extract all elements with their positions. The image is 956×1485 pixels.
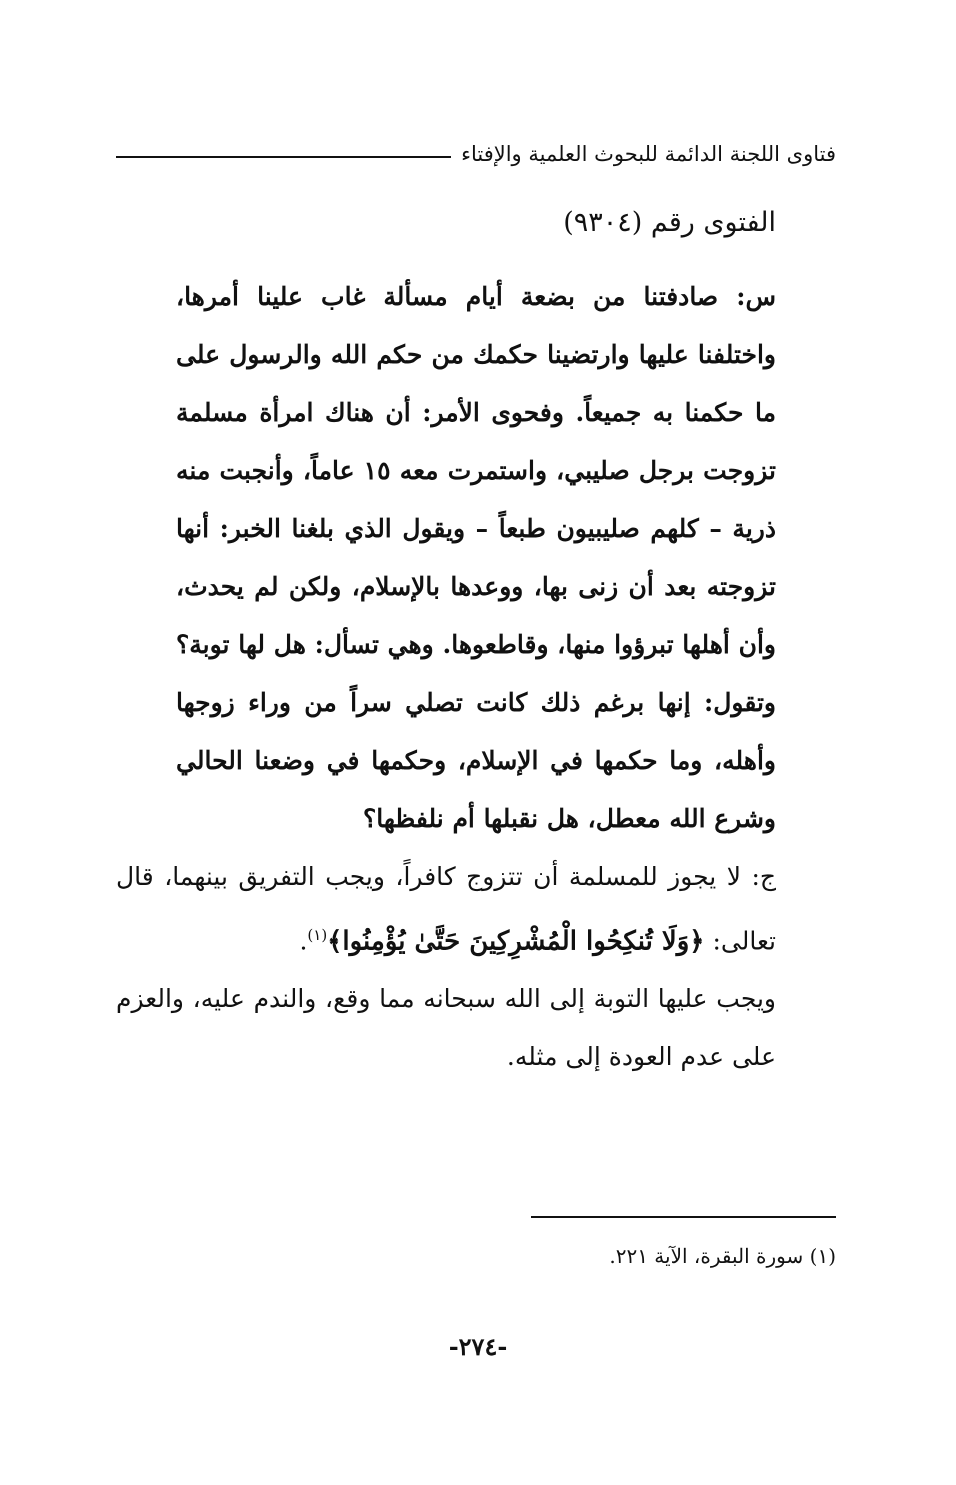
verse-intro: قال تعالى: [116,862,776,956]
quran-verse: ﴿وَلَا تُنكِحُوا الْمُشْرِكِينَ حَتَّىٰ يُؤْمِنُوا﴾ [327,926,705,957]
verse-end: . [299,926,308,956]
answer-paragraph-1 [116,848,836,970]
header-title: فتاوى اللجنة الدائمة للبحوث العلمية والإفتاء [461,142,836,166]
fatwa-number: الفتوى رقم (٩٣٠٤) [563,207,776,238]
question-text: س: صادفتنا من بضعة أيام مسألة غاب علينا أمرها، واختلفنا عليها وارتضينا حكمك من حكم الله والرسول على ما حكمنا به جميعاً. وفحوى الأمر: أن هناك امرأة مسلمة تزوجت برجل صليبي، واستمرت معه ١٥ عاماً، وأنجبت منه ذرية – كلهم صليبيون طبعاً – ويقول الذي بلغنا الخبر: أنها تزوجته بعد أن زنى بها، ووعدها بالإسلام، ولكن لم يحدث، وأن أهلها تبرؤوا منها، وقاطعوها. وهي تسأل: هل لها توبة؟ وتقول: إنها برغم ذلك كانت تصلي سراً من وراء زوجها وأهله، وما حكمها في الإسلام، وحكمها في وضعنا الحالي وشرع الله معطل، هل نقبلها أم نلفظها؟ [176,282,776,833]
header-rule [116,156,451,158]
running-header [116,142,836,166]
answer-text-1: ج: لا يجوز للمسلمة أن تتزوج كافراً، ويجب التفريق بينهما، [164,862,777,891]
footnote-rule [531,1216,836,1218]
page-number: -٢٧٤- [448,1332,508,1361]
footnote-marker: (١) [307,926,328,944]
answer-block [116,848,836,1086]
footnote: (١) سورة البقرة، الآية ٢٢١. [609,1244,836,1268]
answer-text-2: ويجب عليها التوبة إلى الله سبحانه مما وقع، والندم عليه، والعزم على عدم العودة إلى مثله. [116,984,776,1072]
answer-paragraph-2 [116,970,836,1086]
